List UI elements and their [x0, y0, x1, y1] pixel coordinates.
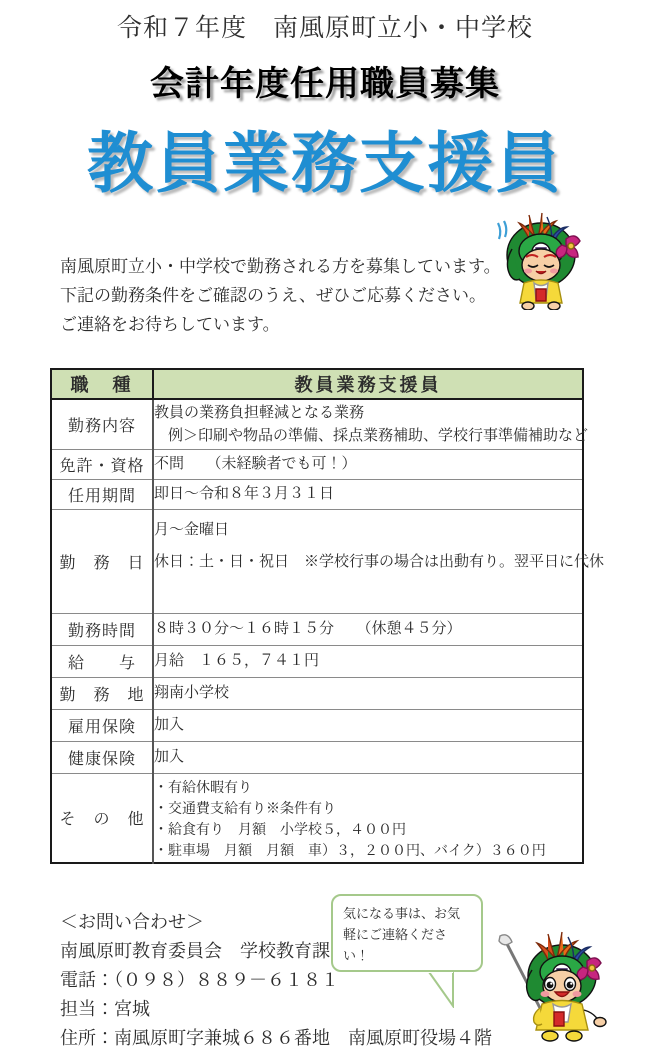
period-line-1: 即日～令和８年３月３１日 — [154, 486, 335, 502]
work-days-line-2: 休日：土・日・祝日 ※学校行事の場合は出動有り。翌平日に代休 — [154, 553, 605, 570]
intro-line-3: ご連絡をお待ちしています。 — [60, 315, 280, 334]
row-value-work-days — [153, 509, 605, 613]
table-row — [51, 709, 583, 741]
license-line-1: 不問 （未経験者でも可！） — [154, 456, 357, 472]
speech-bubble — [331, 894, 483, 972]
table-row — [51, 613, 583, 645]
table-row — [51, 479, 583, 509]
speech-bubble-line-2: 軽にご連絡くださ — [343, 927, 448, 942]
row-value-other — [153, 773, 583, 863]
job-conditions-table — [50, 368, 605, 864]
row-label-salary: 給 与 — [51, 645, 153, 677]
row-label-work-days: 勤 務 日 — [51, 509, 153, 613]
contact-organization: 南風原町教育委員会 学校教育課 — [60, 941, 330, 961]
table-header-value: 教員業務支援員 — [153, 369, 583, 399]
row-label-license: 免許・資格 — [51, 449, 153, 479]
table-header-row — [51, 369, 583, 399]
row-value-period — [153, 479, 583, 509]
employment-insurance-line-1: 加入 — [154, 717, 185, 733]
page-kicker: 令和７年度 南風原町立小・中学校 — [116, 15, 533, 42]
intro-line-2: 下記の勤務条件をご確認のうえ、ぜひご応募ください。 — [60, 286, 487, 305]
page-subtitle: 会計年度任用職員募集 — [150, 64, 500, 104]
contact-heading: ＜お問い合わせ＞ — [60, 912, 204, 932]
row-label-work-hours: 勤務時間 — [51, 613, 153, 645]
row-value-work-content — [153, 399, 589, 449]
row-value-salary — [153, 645, 583, 677]
mascot-character-waving-icon — [492, 928, 632, 1046]
work-content-line-2: 例＞印刷や物品の準備、採点業務補助、学校行事準備補助など — [168, 428, 589, 445]
row-label-other: そ の 他 — [51, 773, 153, 863]
row-label-work-content: 勤務内容 — [51, 399, 153, 449]
table-header-label: 職 種 — [51, 369, 153, 399]
table-row — [51, 773, 583, 863]
workplace-line-1: 翔南小学校 — [154, 685, 230, 701]
table-row — [51, 509, 583, 613]
health-insurance-line-1: 加入 — [154, 749, 185, 765]
work-hours-line-1: ８時３０分～１６時１５分 （休憩４５分） — [154, 621, 462, 637]
row-value-license — [153, 449, 583, 479]
row-label-period: 任用期間 — [51, 479, 153, 509]
other-line-3: ・給食有り 月額 小学校５，４００円 — [154, 822, 406, 838]
mascot-character-icon — [484, 205, 594, 310]
row-value-health-insurance — [153, 741, 583, 773]
work-days-line-1: 月～金曜日 — [154, 521, 230, 538]
table-row — [51, 645, 583, 677]
contact-address: 住所：南風原町字兼城６８６番地 南風原町役場４階 — [60, 1028, 492, 1048]
table-row — [51, 449, 583, 479]
contact-person: 担当：宮城 — [60, 999, 150, 1019]
table-row — [51, 399, 583, 449]
row-label-employment-insurance: 雇用保険 — [51, 709, 153, 741]
other-line-1: ・有給休暇有り — [154, 780, 252, 796]
row-label-health-insurance: 健康保険 — [51, 741, 153, 773]
other-line-4: ・駐車場 月額 月額 車）３，２００円、バイク）３６０円 — [154, 843, 546, 859]
table-row — [51, 741, 583, 773]
row-value-workplace — [153, 677, 583, 709]
page-title: 教員業務支援員 — [87, 125, 563, 202]
speech-bubble-tail-icon — [409, 970, 455, 1008]
table-row — [51, 677, 583, 709]
speech-bubble-line-3: い！ — [343, 948, 370, 963]
row-value-work-hours — [153, 613, 583, 645]
work-content-line-1: 教員の業務負担軽減となる業務 — [154, 405, 365, 422]
salary-line-1: 月給 １６５，７４１円 — [154, 653, 320, 669]
speech-bubble-line-1: 気になる事は、お気 — [343, 906, 461, 921]
row-label-workplace: 勤 務 地 — [51, 677, 153, 709]
row-value-employment-insurance — [153, 709, 583, 741]
contact-telephone: 電話：（０９８）８８９－６１８１ — [60, 970, 339, 990]
intro-paragraph — [60, 252, 530, 339]
intro-line-1: 南風原町立小・中学校で勤務される方を募集しています。 — [60, 257, 501, 276]
other-line-2: ・交通費支給有り※条件有り — [154, 801, 336, 817]
